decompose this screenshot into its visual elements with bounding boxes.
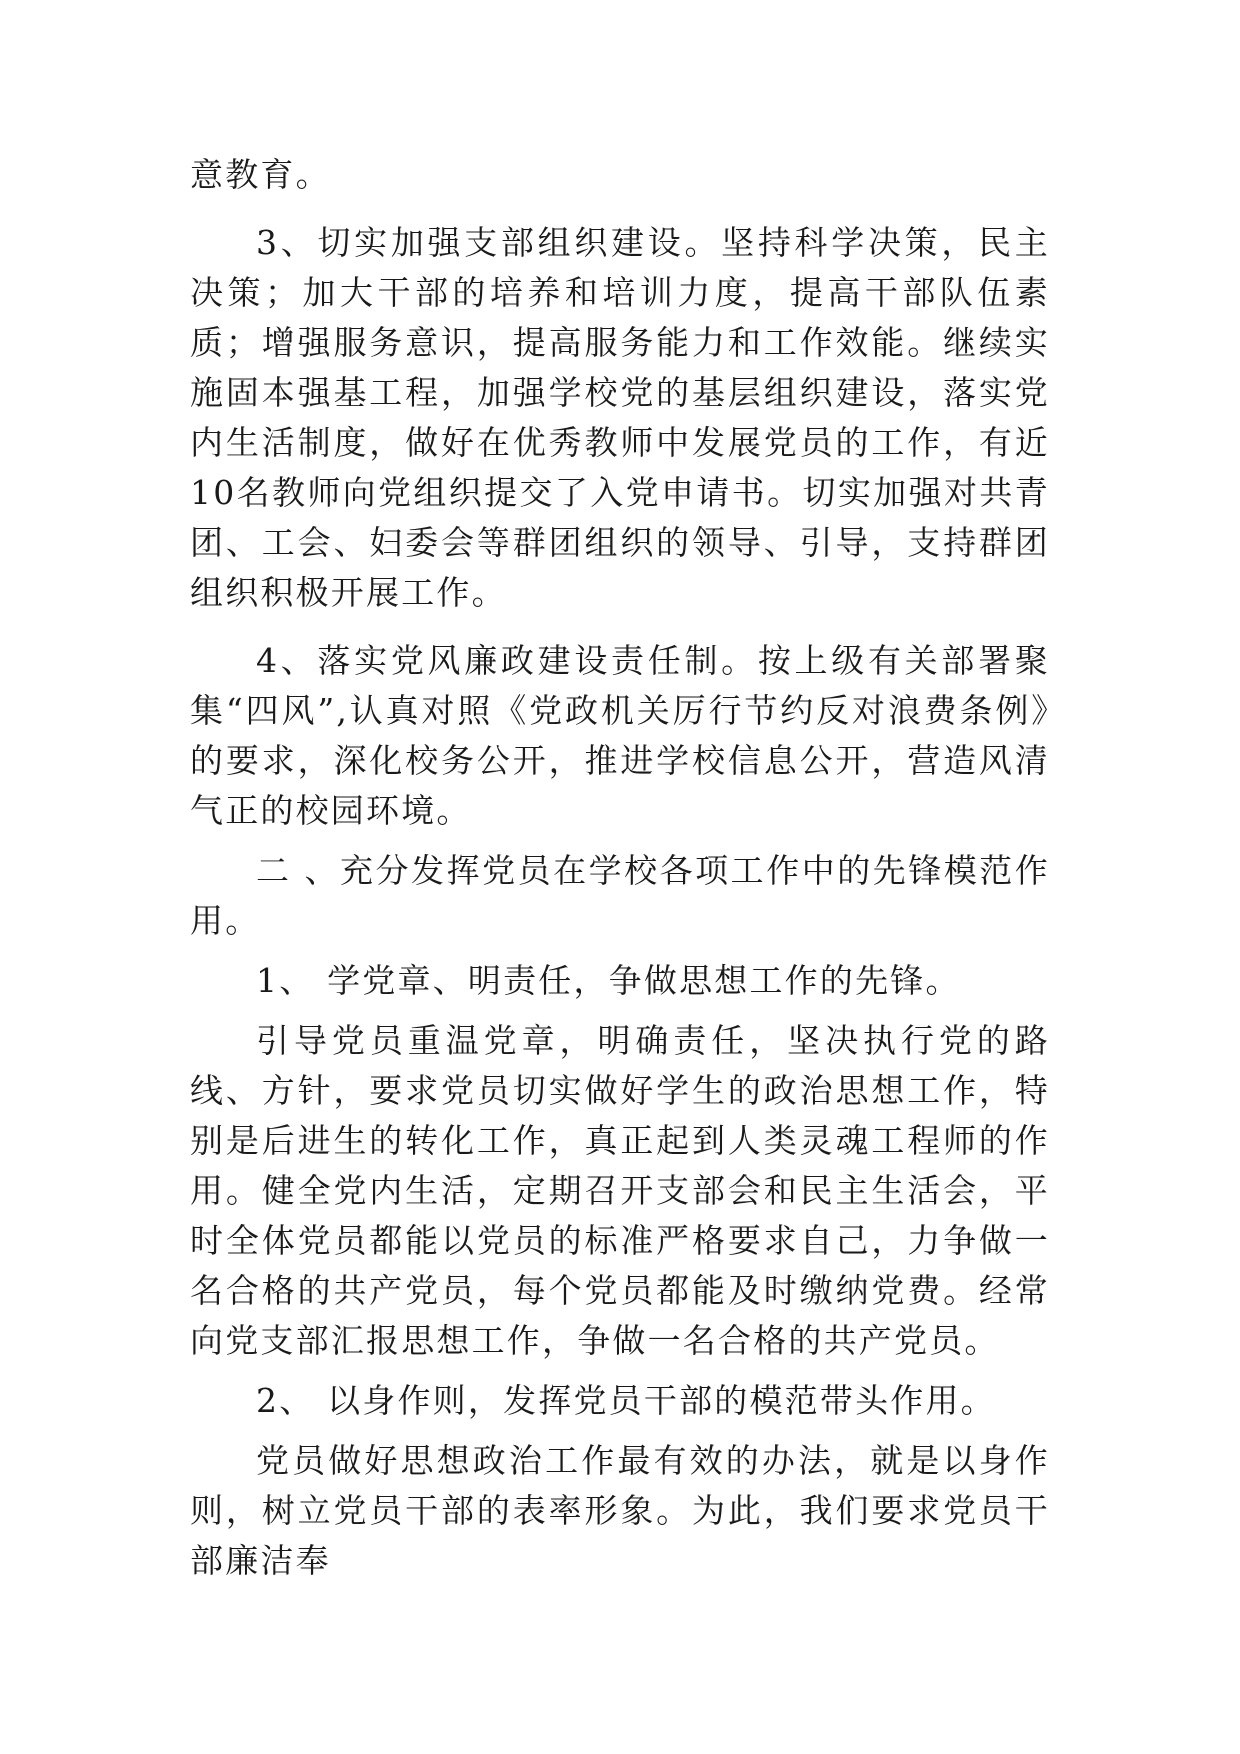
- paragraph-continuation: 意教育。: [190, 155, 331, 194]
- subheading-2: 2、 以身作则，发挥党员干部的模范带头作用。: [256, 1381, 996, 1420]
- section-heading-2: 二 、充分发挥党员在学校各项工作中的先锋模范作用。: [190, 851, 1050, 940]
- subheading-1: 1、 学党章、明责任，争做思想工作的先锋。: [256, 961, 961, 1000]
- paragraph-item-4: 4、落实党风廉政建设责任制。按上级有关部署聚集“四风”,认真对照《党政机关厉行节约反对浪费条例》的要求，深化校务公开，推进学校信息公开，营造风清气正的校园环境。: [190, 641, 1050, 830]
- document-body: [190, 150, 1050, 1586]
- paragraph-body-2: 党员做好思想政治工作最有效的办法，就是以身作则，树立党员干部的表率形象。为此，我们要求党员干部廉洁奉: [190, 1441, 1050, 1580]
- paragraph-body-1: 引导党员重温党章，明确责任，坚决执行党的路线、方针，要求党员切实做好学生的政治思想工作，特别是后进生的转化工作，真正起到人类灵魂工程师的作用。健全党内生活，定期召开支部会和民主生活会，平时全体党员都能以党员的标准严格要求自己，力争做一名合格的共产党员，每个党员都能及时缴纳党费。经常向党支部汇报思想工作，争做一名合格的共产党员。: [190, 1021, 1050, 1360]
- paragraph-item-3: 3、切实加强支部组织建设。坚持科学决策，民主决策；加大干部的培养和培训力度，提高干部队伍素质；增强服务意识，提高服务能力和工作效能。继续实施固本强基工程，加强学校党的基层组织建设，落实党内生活制度，做好在优秀教师中发展党员的工作，有近10名教师向党组织提交了入党申请书。切实加强对共青团、工会、妇委会等群团组织的领导、引导，支持群团组织积极开展工作。: [190, 223, 1050, 612]
